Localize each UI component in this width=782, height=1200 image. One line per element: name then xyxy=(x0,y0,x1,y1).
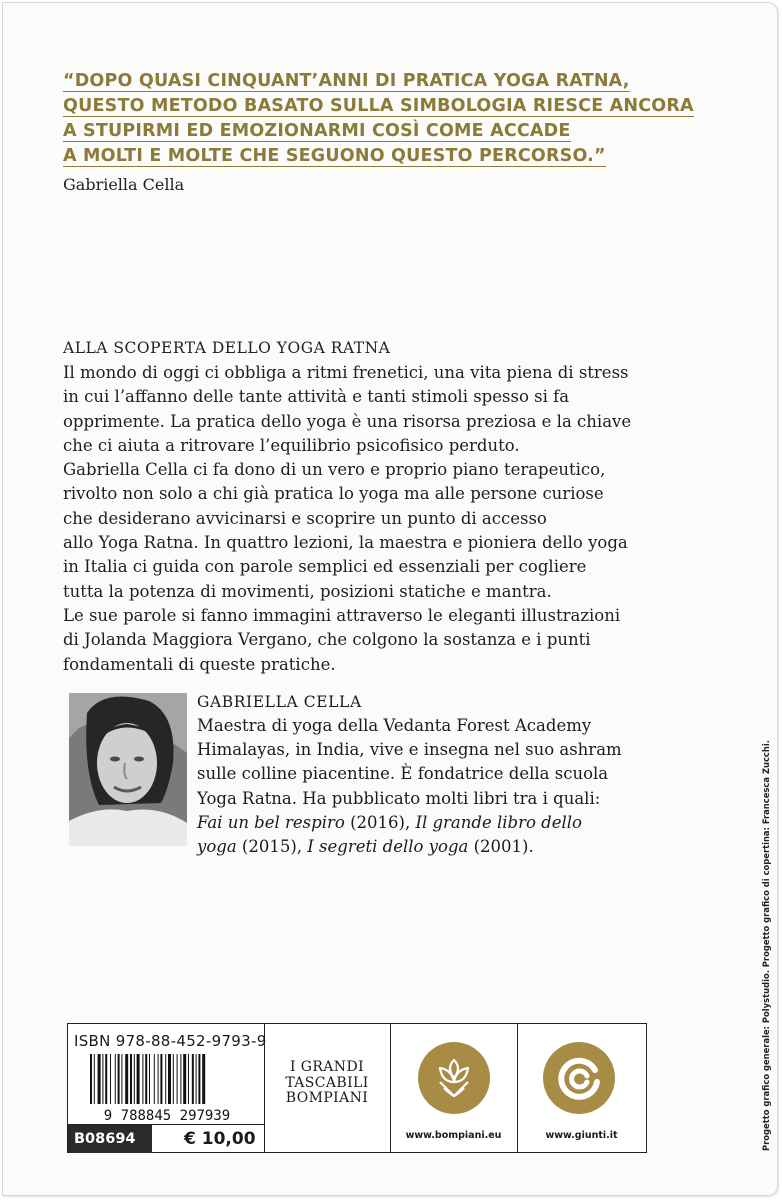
barcode-bar xyxy=(145,1054,147,1104)
barcode-bar xyxy=(165,1054,166,1104)
barcode-bar xyxy=(130,1054,132,1104)
author-bio-line: Himalayas, in India, vive e insegna nel suo ashram xyxy=(197,740,622,760)
book-year: (2015), xyxy=(236,837,308,857)
barcode-bar xyxy=(202,1054,205,1104)
author-bio-line: Maestra di yoga della Vedanta Forest Academy xyxy=(197,716,592,735)
quote-line: QUESTO METODO BASATO SULLA SIMBOLOGIA RIESCE ANCORA xyxy=(63,96,694,116)
barcode-bar xyxy=(142,1054,143,1104)
series-cell xyxy=(264,1024,391,1152)
description-line: Le sue parole si fanno immagini attraverso le eleganti illustrazioni xyxy=(63,605,621,625)
author-bio-line xyxy=(197,835,647,859)
barcode-bar xyxy=(118,1054,120,1104)
series-line: I GRANDI xyxy=(289,1059,365,1075)
barcode-bar xyxy=(177,1054,178,1104)
barcode-bar xyxy=(168,1054,171,1104)
barcode-bar xyxy=(115,1054,116,1104)
isbn-cell xyxy=(68,1024,265,1152)
description-line: opprimente. La pratica dello yoga è una risorsa preziosa e la chiave xyxy=(63,411,632,431)
barcode-bar xyxy=(134,1054,135,1104)
barcode-bar xyxy=(160,1054,162,1104)
barcode-bar xyxy=(149,1054,150,1104)
bompiani-cell xyxy=(390,1024,518,1152)
description-line: Il mondo di oggi ci obbliga a ritmi frenetici, una vita piena di stress xyxy=(63,363,629,382)
description-line: allo Yoga Ratna. In quattro lezioni, la maestra e pioniera dello yoga xyxy=(63,533,628,553)
barcode-bar xyxy=(90,1054,92,1104)
description-line: che desiderano avvicinarsi e scoprire un punto di accesso xyxy=(63,508,547,528)
series-line: BOMPIANI xyxy=(285,1090,369,1106)
barcode-bar xyxy=(102,1054,103,1104)
book-title: Fai un bel respiro xyxy=(197,812,345,832)
author-bio-line: sulle colline piacentine. È fondatrice della scuola xyxy=(197,764,609,784)
giunti-cell xyxy=(517,1024,646,1152)
book-year: (2016), xyxy=(344,812,416,832)
barcode-bar xyxy=(110,1054,111,1104)
quote-line: A STUPIRMI ED EMOZIONARMI COSÌ COME ACCADE xyxy=(63,121,571,141)
description-title: ALLA SCOPERTA DELLO YOGA RATNA xyxy=(63,339,391,357)
author-photo xyxy=(69,693,187,846)
description-line: di Jolanda Maggiora Vergano, che colgono la sostanza e i punti xyxy=(63,630,591,650)
barcode-bar xyxy=(173,1054,174,1104)
barcode-bar xyxy=(98,1054,101,1104)
price: € 10,00 xyxy=(184,1129,256,1149)
barcode-bar xyxy=(188,1054,189,1104)
quote-block xyxy=(63,69,694,194)
bompiani-logo-icon xyxy=(418,1042,490,1114)
description-line: fondamentali di queste pratiche. xyxy=(63,654,336,674)
description-line: rivolto non solo a chi già pratica lo yoga ma alle persone curiose xyxy=(63,484,604,504)
barcode-bar xyxy=(137,1054,140,1104)
barcode-bar xyxy=(121,1054,122,1104)
description-line: che ci aiuta a ritrovare l’equilibrio psicofisico perduto. xyxy=(63,435,520,455)
barcode-bar xyxy=(125,1054,128,1104)
isbn: ISBN 978-88-452-9793-9 xyxy=(74,1032,267,1050)
author-bio-line: Yoga Ratna. Ha pubblicato molti libri tra i quali: xyxy=(197,788,601,808)
barcode-bar xyxy=(196,1054,197,1104)
barcode-bar xyxy=(105,1054,107,1104)
barcode-digits: 9 788845 297939 xyxy=(103,1108,231,1122)
barcode-bar xyxy=(198,1054,200,1104)
book-year: (2001). xyxy=(468,837,534,857)
description-line: in Italia ci guida con parole semplici ed essenziali per cogliere xyxy=(63,557,587,577)
description-text xyxy=(63,361,663,677)
quote-line: A MOLTI E MOLTE CHE SEGUONO QUESTO PERCORSO.” xyxy=(63,146,606,166)
giunti-logo-icon xyxy=(543,1042,615,1114)
barcode-bar xyxy=(158,1054,159,1104)
description-line: in cui l’affanno delle tante attività e tanti stimoli spesso si fa xyxy=(63,387,570,407)
design-credits: Progetto grafico generale: Polystudio. Progetto grafico di copertina: Francesca Zucchi. xyxy=(761,740,771,1151)
barcode xyxy=(78,1054,256,1122)
product-code: B08694 xyxy=(68,1125,152,1153)
back-matter-box xyxy=(67,1023,647,1153)
barcode-bar xyxy=(180,1054,181,1104)
author-name: GABRIELLA CELLA xyxy=(197,693,362,711)
series-name xyxy=(272,1060,382,1107)
barcode-bar xyxy=(192,1054,194,1104)
author-bio-line xyxy=(197,811,647,835)
book-title: I segreti dello yoga xyxy=(307,837,469,857)
giunti-url: www.giunti.it xyxy=(545,1130,618,1141)
series-line: TASCABILI xyxy=(285,1074,369,1091)
quote-author: Gabriella Cella xyxy=(63,175,185,194)
barcode-bar xyxy=(94,1054,95,1104)
book-title: Il grande libro dello xyxy=(415,812,582,832)
quote-line: “DOPO QUASI CINQUANT’ANNI DI PRATICA YOGA RATNA, xyxy=(63,71,630,91)
bompiani-url: www.bompiani.eu xyxy=(405,1130,502,1141)
barcode-bar xyxy=(183,1054,186,1104)
description-line: tutta la potenza di movimenti, posizioni statiche e mantra. xyxy=(63,581,552,601)
barcode-bar xyxy=(154,1054,155,1104)
book-title: yoga xyxy=(197,837,237,857)
price-row xyxy=(68,1124,264,1153)
author-bio xyxy=(197,714,647,859)
back-cover xyxy=(2,2,778,1196)
description-line: Gabriella Cella ci fa dono di un vero e proprio piano terapeutico, xyxy=(63,460,606,480)
